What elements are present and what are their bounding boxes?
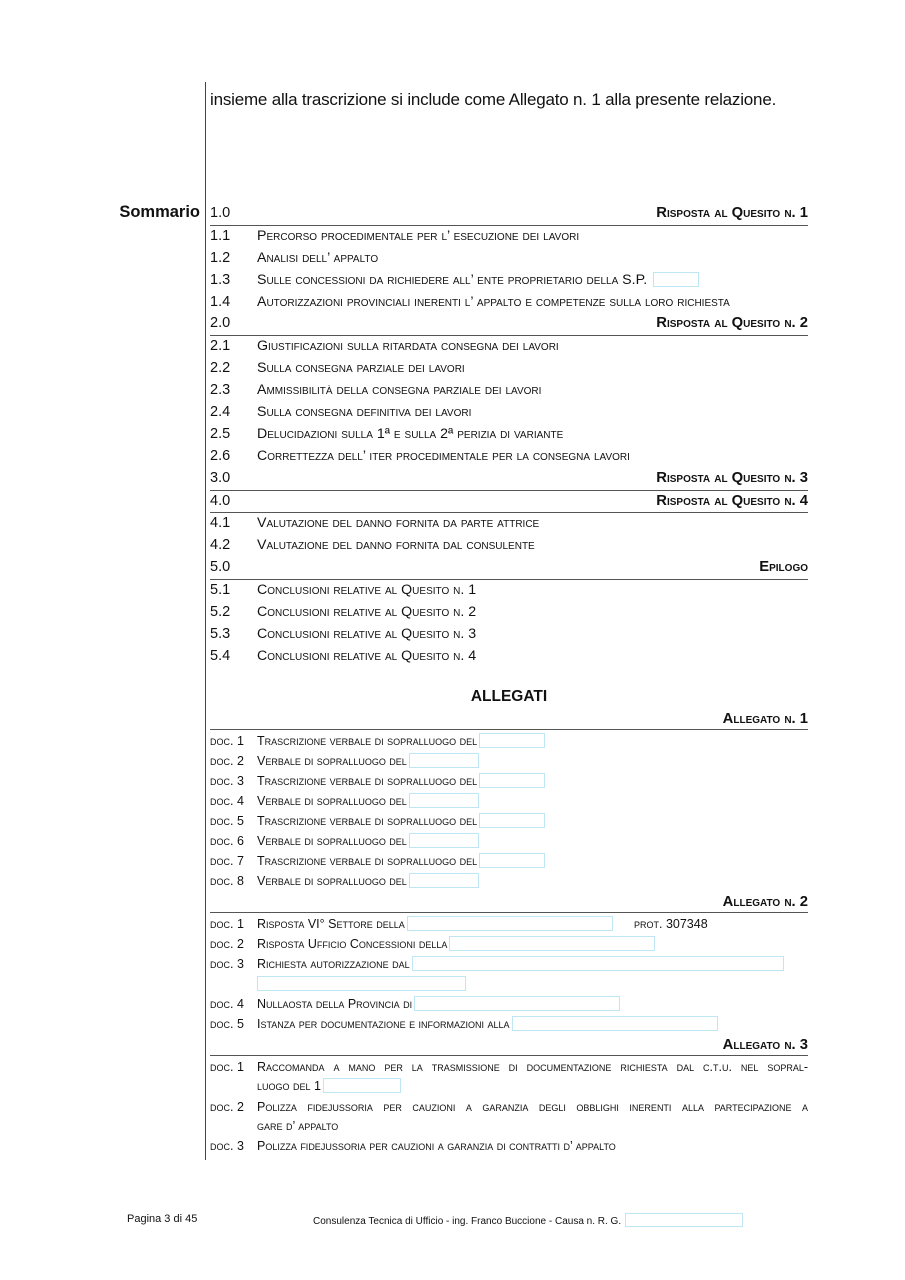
toc-row[interactable] [210, 557, 808, 580]
toc-row[interactable] [210, 248, 808, 270]
doc-title: Verbale di sopralluogo del [257, 874, 407, 888]
allegato-3-heading: Allegato n. 3 [210, 1036, 808, 1056]
doc-row[interactable] [210, 731, 808, 751]
toc-number: 2.1 [210, 338, 231, 355]
doc-title: Nullaosta della Provincia di [257, 997, 413, 1011]
toc-row[interactable] [210, 602, 808, 624]
toc-row[interactable] [210, 292, 808, 314]
toc-number: 1.0 [210, 205, 231, 221]
toc-number: 2.3 [210, 382, 231, 399]
doc-number: doc. 2 [210, 754, 244, 768]
redacted-box [409, 833, 479, 848]
doc-row[interactable] [210, 851, 808, 871]
doc-number: doc. 3 [210, 1139, 244, 1153]
doc-row[interactable] [210, 791, 808, 811]
doc-row[interactable] [210, 934, 808, 954]
redacted-box [409, 753, 479, 768]
toc-row[interactable] [210, 491, 808, 514]
toc-row[interactable] [210, 402, 808, 424]
footer-text: Consulenza Tecnica di Ufficio - ing. Franco Buccione - Causa n. R. G. [313, 1216, 622, 1227]
doc-title: Verbale di sopralluogo del [257, 794, 407, 808]
doc-number: doc. 6 [210, 834, 244, 848]
toc-number: 5.1 [210, 582, 231, 599]
doc-row[interactable] [210, 811, 808, 831]
redacted-box [414, 996, 620, 1011]
doc-row[interactable] [210, 954, 808, 974]
doc-title-wrap [257, 791, 479, 811]
toc-title: Percorso procedimentale per l’ esecuzione dei lavori [257, 227, 580, 244]
redacted-box [479, 813, 545, 828]
redacted-box [407, 916, 613, 931]
toc-number: 3.0 [210, 469, 231, 486]
doc-title-wrap [257, 1014, 718, 1034]
redacted-box [323, 1078, 401, 1093]
doc-title-wrap [257, 771, 545, 791]
doc-title-wrap [257, 954, 784, 974]
doc-number: doc. 5 [210, 1017, 244, 1031]
doc-title: Trascrizione verbale di sopralluogo del [257, 774, 478, 788]
toc-number: 2.2 [210, 360, 231, 377]
toc-title: Ammissibilità della consegna parziale dei lavori [257, 382, 542, 399]
doc-title: Polizza fidejussoria per cauzioni a garanzia di contratti d’ appalto [257, 1139, 616, 1153]
toc-row[interactable] [210, 380, 808, 402]
doc-row[interactable] [210, 1136, 808, 1156]
doc-title-continuation-wrap [257, 1076, 401, 1096]
redacted-box [512, 1016, 718, 1031]
doc-title: Verbale di sopralluogo del [257, 754, 407, 768]
doc-number: doc. 2 [210, 937, 244, 951]
doc-number: doc. 1 [210, 1060, 244, 1074]
redacted-box [479, 853, 545, 868]
toc-row[interactable] [210, 446, 808, 468]
doc-title-continuation: luogo del 1 [257, 1079, 321, 1093]
toc-title: Conclusioni relative al Quesito n. 2 [257, 604, 477, 621]
toc-number: 2.0 [210, 315, 231, 332]
doc-row[interactable] [210, 1097, 808, 1117]
doc-row[interactable] [210, 1014, 808, 1034]
toc-row[interactable] [210, 270, 808, 292]
toc-number: 5.0 [210, 559, 231, 576]
doc-title: Richiesta autorizzazione dal [257, 957, 410, 971]
intro-paragraph: insieme alla trascrizione si include come Allegato n. 1 alla presente relazione. [210, 90, 777, 109]
toc-title: Valutazione del danno fornita da parte attrice [257, 515, 540, 532]
toc-number: 5.4 [210, 647, 231, 664]
doc-title: Risposta VI° Settore della [257, 917, 405, 931]
redacted-box [257, 976, 466, 991]
margin-rule [205, 82, 206, 1160]
doc-title-wrap [257, 914, 613, 934]
redacted-box [479, 733, 545, 748]
doc-title-wrap [257, 731, 545, 751]
toc-number: 4.0 [210, 492, 231, 509]
toc-row[interactable] [210, 336, 808, 358]
toc-row[interactable] [210, 513, 808, 535]
doc-title-wrap [257, 831, 479, 851]
protocol-number: prot. 307348 [634, 917, 708, 931]
toc-title: Conclusioni relative al Quesito n. 4 [257, 647, 477, 664]
toc-title: Risposta al Quesito n. 1 [656, 205, 808, 221]
doc-title: Verbale di sopralluogo del [257, 834, 407, 848]
toc-row[interactable] [210, 468, 808, 491]
doc-row[interactable] [210, 1057, 808, 1077]
toc-number: 2.4 [210, 404, 231, 421]
sommario-heading: Sommario [119, 203, 200, 221]
toc-row[interactable] [210, 535, 808, 557]
doc-title-wrap [257, 994, 620, 1014]
doc-number: doc. 3 [210, 774, 244, 788]
doc-title: Istanza per documentazione e informazioni alla [257, 1017, 510, 1031]
toc-title: Sulle concessioni da richiedere all’ ente proprietario della S.P. [257, 271, 648, 288]
doc-row[interactable] [210, 831, 808, 851]
toc-title: Delucidazioni sulla 1ª e sulla 2ª perizia di variante [257, 425, 564, 442]
doc-title: Trascrizione verbale di sopralluogo del [257, 734, 478, 748]
redacted-box [409, 793, 479, 808]
page-number: Pagina 3 di 45 [127, 1213, 198, 1225]
doc-number: doc. 7 [210, 854, 244, 868]
toc-title-wrap [257, 270, 699, 291]
toc-title: Giustificazioni sulla ritardata consegna dei lavori [257, 338, 559, 355]
allegato-1-heading: Allegato n. 1 [210, 710, 808, 730]
toc-number: 1.4 [210, 293, 231, 310]
toc-title: Conclusioni relative al Quesito n. 1 [257, 582, 477, 599]
footer-text-wrap [313, 1213, 743, 1227]
redacted-box [479, 773, 545, 788]
redacted-box [653, 272, 699, 287]
doc-row[interactable] [210, 914, 808, 934]
doc-title: Raccomanda a mano per la trasmissione di documentazione richiesta dal c.t.u. nel sopral- [257, 1060, 808, 1074]
redacted-box [625, 1213, 743, 1227]
allegati-heading: ALLEGATI [470, 688, 548, 705]
toc-row[interactable] [210, 358, 808, 380]
redacted-box [449, 936, 655, 951]
toc-number: 4.1 [210, 515, 231, 532]
toc-row[interactable] [210, 203, 808, 226]
toc-title: Sulla consegna definitiva dei lavori [257, 404, 472, 421]
doc-number: doc. 8 [210, 874, 244, 888]
toc-row[interactable] [210, 624, 808, 646]
doc-row[interactable] [210, 994, 808, 1014]
toc-title: Risposta al Quesito n. 4 [656, 492, 808, 509]
redacted-box [412, 956, 784, 971]
table-of-contents [210, 203, 808, 668]
toc-number: 5.3 [210, 625, 231, 642]
toc-number: 1.2 [210, 249, 231, 266]
toc-row[interactable] [210, 424, 808, 446]
toc-title: Risposta al Quesito n. 3 [656, 469, 808, 486]
doc-row[interactable] [210, 871, 808, 891]
doc-title-continuation: gare d’ appalto [257, 1119, 339, 1133]
doc-title: Trascrizione verbale di sopralluogo del [257, 814, 478, 828]
toc-title: Analisi dell’ appalto [257, 249, 379, 266]
doc-number: doc. 4 [210, 794, 244, 808]
toc-number: 2.6 [210, 447, 231, 464]
doc-number: doc. 1 [210, 917, 244, 931]
toc-row[interactable] [210, 580, 808, 602]
doc-title: Polizza fidejussoria per cauzioni a garanzia degli obblighi inerenti alla partecipazione a [257, 1100, 808, 1114]
doc-title-wrap [257, 751, 479, 771]
toc-number: 1.3 [210, 271, 231, 288]
redacted-box [409, 873, 479, 888]
toc-number: 2.5 [210, 425, 231, 442]
doc-number: doc. 4 [210, 997, 244, 1011]
doc-number: doc. 5 [210, 814, 244, 828]
toc-title: Autorizzazioni provinciali inerenti l’ appalto e competenze sulla loro richiesta [257, 293, 730, 310]
toc-number: 5.2 [210, 604, 231, 621]
allegato-2-heading: Allegato n. 2 [210, 893, 808, 913]
toc-title: Sulla consegna parziale dei lavori [257, 360, 465, 377]
doc-row[interactable] [210, 751, 808, 771]
doc-title: Risposta Ufficio Concessioni della [257, 937, 448, 951]
toc-row[interactable] [210, 226, 808, 248]
toc-row[interactable] [210, 646, 808, 668]
doc-title-wrap [257, 934, 655, 954]
doc-number: doc. 2 [210, 1100, 244, 1114]
doc-title-wrap [257, 871, 479, 891]
toc-title: Conclusioni relative al Quesito n. 3 [257, 625, 477, 642]
toc-row[interactable] [210, 313, 808, 336]
doc-row[interactable] [210, 771, 808, 791]
toc-number: 4.2 [210, 537, 231, 554]
toc-title: Correttezza dell’ iter procedimentale per la consegna lavori [257, 447, 630, 464]
doc-title-wrap [257, 851, 545, 871]
doc-title-wrap [257, 811, 545, 831]
doc-number: doc. 1 [210, 734, 244, 748]
doc-title: Trascrizione verbale di sopralluogo del [257, 854, 478, 868]
doc-number: doc. 3 [210, 957, 244, 971]
toc-title: Valutazione del danno fornita dal consulente [257, 537, 535, 554]
toc-title: Epilogo [759, 559, 808, 576]
toc-title: Risposta al Quesito n. 2 [656, 315, 808, 332]
toc-number: 1.1 [210, 227, 231, 244]
